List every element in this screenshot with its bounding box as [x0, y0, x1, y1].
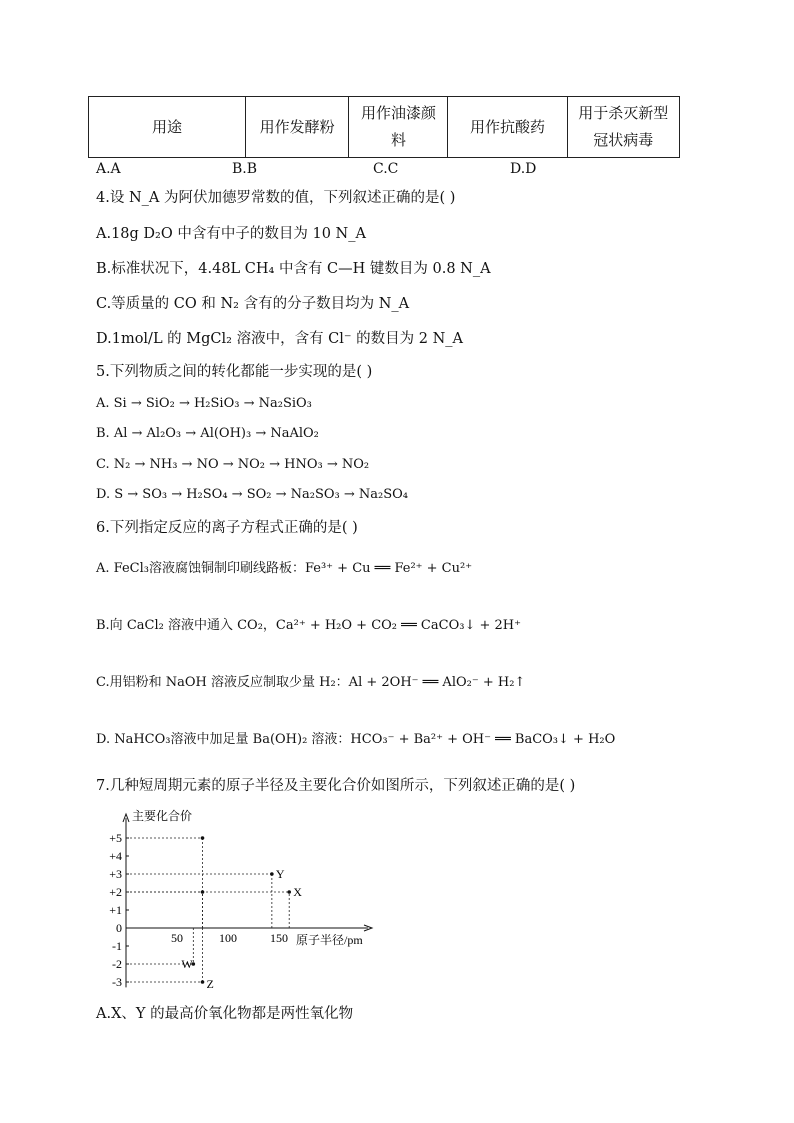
- table-cell: 用作发酵粉: [245, 97, 349, 158]
- point-label: Y: [275, 867, 285, 881]
- y-tick-label: 0: [116, 921, 122, 935]
- q4-option-c: C.等质量的 CO 和 N₂ 含有的分子数目均为 N_A: [96, 296, 410, 312]
- y-axis-label: 主要化合价: [132, 809, 193, 823]
- y-tick-label: -3: [112, 975, 122, 989]
- x-tick-label: 150: [270, 931, 288, 945]
- point-label: W: [181, 957, 193, 971]
- y-tick-label: +4: [109, 849, 122, 863]
- point-label: Z: [206, 977, 214, 991]
- data-point: [287, 890, 291, 894]
- q4-stem: 4.设 N_A 为阿伏加德罗常数的值，下列叙述正确的是( ): [96, 190, 456, 206]
- x-tick-label: 50: [171, 931, 183, 945]
- x-axis-label: 原子半径/pm: [296, 933, 363, 947]
- q6-stem: 6.下列指定反应的离子方程式正确的是( ): [96, 520, 358, 536]
- q4-option-a: A.18g D₂O 中含有中子的数目为 10 N_A: [96, 226, 366, 242]
- q4-option-b: B.标准状况下，4.48L CH₄ 中含有 C—H 键数目为 0.8 N_A: [96, 261, 491, 277]
- data-point: [201, 836, 205, 840]
- option-d: D.D: [510, 161, 537, 177]
- table-cell: 用作抗酸药: [448, 97, 567, 158]
- option-c: C.C: [373, 161, 399, 177]
- q5-option-a: A. Si → SiO₂ → H₂SiO₃ → Na₂SiO₃: [96, 396, 312, 411]
- q5-option-b: B. Al → Al₂O₃ → Al(OH)₃ → NaAlO₂: [96, 426, 319, 441]
- q7-option-a: A.X、Y 的最高价氧化物都是两性氧化物: [96, 1006, 354, 1022]
- q4-option-d: D.1mol/L 的 MgCl₂ 溶液中，含有 Cl⁻ 的数目为 2 N_A: [96, 331, 464, 347]
- q6-option-a: A. FeCl₃溶液腐蚀铜制印刷线路板：Fe³⁺ + Cu ══ Fe²⁺ + Cu²⁺: [96, 561, 473, 576]
- table-cell: 用作油漆颜料: [349, 97, 448, 158]
- q6-option-c: C.用铝粉和 NaOH 溶液反应制取少量 H₂：Al + 2OH⁻ ══ AlO₂⁻ + H₂↑: [96, 675, 526, 690]
- x-tick-label: 100: [219, 931, 237, 945]
- valence-radius-chart: [96, 806, 386, 998]
- uses-table: [88, 96, 680, 158]
- data-point: [270, 872, 274, 876]
- option-b: B.B: [232, 161, 258, 177]
- table-row: [89, 97, 680, 158]
- y-tick-label: -1: [112, 939, 122, 953]
- data-point: [201, 890, 205, 894]
- y-tick-label: +3: [109, 867, 122, 881]
- y-tick-label: -2: [112, 957, 122, 971]
- option-a: A.A: [96, 161, 121, 177]
- table-cell: 用于杀灭新型冠状病毒: [567, 97, 679, 158]
- q6-option-b: B.向 CaCl₂ 溶液中通入 CO₂，Ca²⁺ + H₂O + CO₂ ══ CaCO₃↓ + 2H⁺: [96, 618, 521, 633]
- q6-option-d: D. NaHCO₃溶液中加足量 Ba(OH)₂ 溶液：HCO₃⁻ + Ba²⁺ + OH⁻ ══ BaCO₃↓ + H₂O: [96, 732, 616, 747]
- y-tick-label: +5: [109, 831, 122, 845]
- q5-option-d: D. S → SO₃ → H₂SO₄ → SO₂ → Na₂SO₃ → Na₂SO₄: [96, 487, 409, 502]
- y-tick-label: +2: [109, 885, 122, 899]
- q5-option-c: C. N₂ → NH₃ → NO → NO₂ → HNO₃ → NO₂: [96, 457, 370, 472]
- point-label: X: [293, 885, 302, 899]
- q7-stem: 7.几种短周期元素的原子半径及主要化合价如图所示，下列叙述正确的是( ): [96, 778, 576, 794]
- q5-stem: 5.下列物质之间的转化都能一步实现的是( ): [96, 364, 373, 380]
- data-point: [201, 980, 205, 984]
- y-tick-label: +1: [109, 903, 122, 917]
- table-cell: 用途: [89, 97, 246, 158]
